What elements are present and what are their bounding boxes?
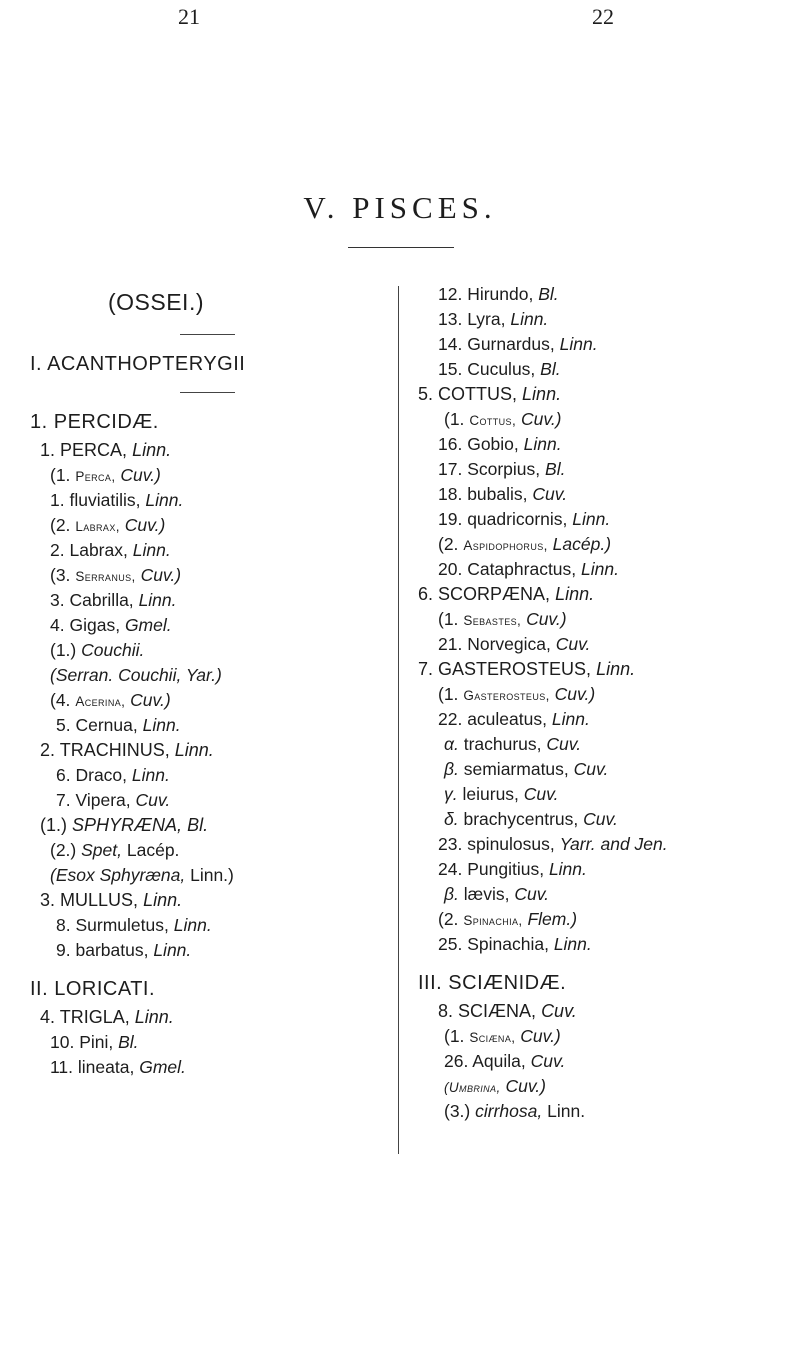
species-entry: 3. Cabrilla, Linn. — [50, 590, 177, 610]
page-numbers — [0, 4, 800, 34]
variety-entry: β. lævis, Cuv. — [444, 884, 550, 904]
species-entry: 14. Gurnardus, Linn. — [438, 334, 598, 354]
genus-entry: 5. COTTUS, Linn. — [418, 384, 562, 404]
order-heading: I. ACANTHOPTERYGII — [30, 353, 246, 375]
species-entry: 20. Cataphractus, Linn. — [438, 559, 619, 579]
species-entry: (1.) Couchii. — [50, 640, 145, 660]
section-title: V. PISCES. — [303, 190, 497, 225]
subgenus-entry: (1. Sebastes, Cuv.) — [438, 609, 567, 629]
species-entry: 16. Gobio, Linn. — [438, 434, 562, 454]
subgenus-entry: (1. Cottus, Cuv.) — [444, 409, 562, 429]
left-page-number: 21 — [178, 4, 200, 29]
genus-entry: 7. GASTEROSTEUS, Linn. — [418, 659, 636, 679]
species-entry: 5. Cernua, Linn. — [56, 715, 181, 735]
species-entry: 2. Labrax, Linn. — [50, 540, 171, 560]
species-entry: 1. fluviatilis, Linn. — [50, 490, 184, 510]
species-entry: 9. barbatus, Linn. — [56, 940, 192, 960]
species-entry: 12. Hirundo, Bl. — [438, 284, 559, 304]
ossei-heading: (OSSEI.) — [107, 289, 204, 315]
species-entry: 4. Gigas, Gmel. — [50, 615, 172, 635]
species-entry: 25. Spinachia, Linn. — [438, 934, 592, 954]
species-entry: (3.) cirrhosa, Linn. — [444, 1101, 586, 1121]
genus-entry: 6. SCORPÆNA, Linn. — [418, 584, 595, 604]
subgenus-entry: (1. Gasterosteus, Cuv.) — [438, 684, 596, 704]
family-heading: 1. PERCIDÆ. — [30, 411, 159, 433]
right-column — [418, 282, 790, 1124]
column-divider — [398, 286, 399, 1154]
divider — [30, 380, 392, 406]
species-entry: 11. lineata, Gmel. — [50, 1057, 186, 1077]
subgenus-entry: (Umbrina, Cuv.) — [444, 1076, 546, 1096]
subgenus-entry: (2. Aspidophorus, Lacép.) — [438, 534, 612, 554]
variety-entry: δ. brachycentrus, Cuv. — [444, 809, 618, 829]
species-entry: 23. spinulosus, Yarr. and Jen. — [438, 834, 668, 854]
species-entry: 22. aculeatus, Linn. — [438, 709, 590, 729]
genus-entry: 1. PERCA, Linn. — [40, 440, 172, 460]
variety-entry: α. trachurus, Cuv. — [444, 734, 582, 754]
divider — [30, 322, 392, 348]
species-entry: 21. Norvegica, Cuv. — [438, 634, 591, 654]
synonym-entry: (Esox Sphyræna, Linn.) — [50, 865, 234, 885]
species-entry: 8. Surmuletus, Linn. — [56, 915, 212, 935]
species-entry: 26. Aquila, Cuv. — [444, 1051, 566, 1071]
genus-entry: 4. TRIGLA, Linn. — [40, 1007, 174, 1027]
subgenus-entry: (2. Spinachia, Flem.) — [438, 909, 578, 929]
variety-entry: γ. leiurus, Cuv. — [444, 784, 559, 804]
species-entry: 10. Pini, Bl. — [50, 1032, 139, 1052]
subgenus-entry: (1. Sciæna, Cuv.) — [444, 1026, 561, 1046]
variety-entry: β. semiarmatus, Cuv. — [444, 759, 609, 779]
species-entry: 13. Lyra, Linn. — [438, 309, 549, 329]
genus-entry: 3. MULLUS, Linn. — [40, 890, 183, 910]
subgenus-entry: (2. Labrax, Cuv.) — [50, 515, 166, 535]
genus-entry: 2. TRACHINUS, Linn. — [40, 740, 214, 760]
species-entry: 6. Draco, Linn. — [56, 765, 170, 785]
order-heading: II. LORICATI. — [30, 978, 156, 1000]
species-entry: 17. Scorpius, Bl. — [438, 459, 566, 479]
subgenus-entry: (4. Acerina, Cuv.) — [50, 690, 171, 710]
genus-entry: (1.) SPHYRÆNA, Bl. — [40, 815, 209, 835]
right-page-number: 22 — [592, 4, 614, 29]
title-rule — [348, 247, 454, 248]
subgenus-entry: (1. Perca, Cuv.) — [50, 465, 161, 485]
species-entry: (2.) Spet, Lacép. — [50, 840, 180, 860]
species-entry: 19. quadricornis, Linn. — [438, 509, 611, 529]
subgenus-entry: (3. Serranus, Cuv.) — [50, 565, 182, 585]
species-entry: 7. Vipera, Cuv. — [56, 790, 171, 810]
species-entry: 15. Cuculus, Bl. — [438, 359, 561, 379]
species-entry: 24. Pungitius, Linn. — [438, 859, 587, 879]
family-heading: III. SCIÆNIDÆ. — [418, 972, 567, 994]
genus-entry: 8. SCIÆNA, Cuv. — [438, 1001, 577, 1021]
left-column — [30, 282, 392, 1080]
synonym-entry: (Serran. Couchii, Yar.) — [50, 665, 222, 685]
species-entry: 18. bubalis, Cuv. — [438, 484, 568, 504]
